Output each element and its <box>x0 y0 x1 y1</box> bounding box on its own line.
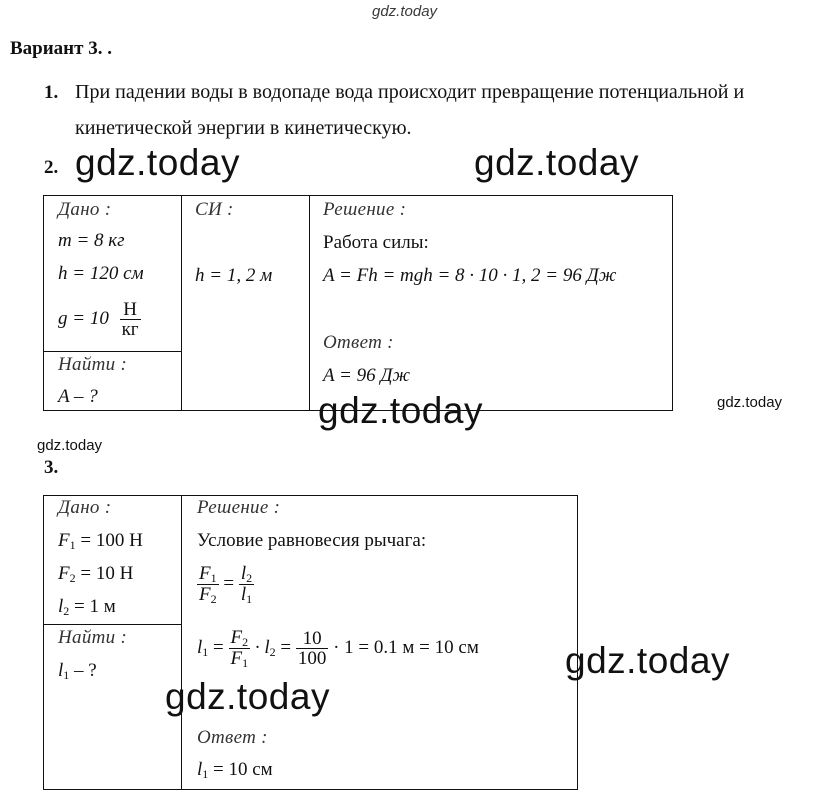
symbol: F <box>230 627 243 648</box>
watermark-top: gdz.today <box>372 3 438 20</box>
find-label: Найти : <box>58 627 128 648</box>
symbol: l <box>58 660 64 681</box>
fraction-numerator: 10 <box>302 628 322 649</box>
fraction-denominator: 100 <box>297 648 327 669</box>
symbol: F <box>58 563 70 584</box>
subscript: 2 <box>269 644 276 659</box>
find-value <box>58 660 97 683</box>
symbol: l <box>197 759 203 780</box>
question-number: 3. <box>44 457 59 478</box>
given-label: Дано : <box>58 497 112 518</box>
symbol: l <box>197 636 203 658</box>
symbol: l <box>58 596 64 617</box>
value: – ? <box>69 660 97 681</box>
solution-line: Условие равновесия рычага: <box>197 530 427 551</box>
solution-label: Решение : <box>197 497 281 518</box>
subscript: 1 <box>246 592 253 606</box>
equilibrium-ratio <box>197 564 254 605</box>
table-divider <box>43 351 182 352</box>
table-divider <box>181 495 182 790</box>
answer-value <box>197 759 273 782</box>
symbol: F <box>199 584 211 605</box>
solution-label: Решение : <box>323 199 407 220</box>
symbol: F <box>199 563 211 584</box>
solution-line: Работа силы: <box>323 232 429 253</box>
gravity-prefix: g = 10 <box>58 307 109 329</box>
subscript: 1 <box>69 538 76 552</box>
calculation-result: · 1 = 0.1 м = 10 см <box>328 636 479 658</box>
subscript: 1 <box>202 644 209 659</box>
force-fraction <box>229 628 251 669</box>
question-number: 1. <box>44 82 59 103</box>
solution-formula: A = Fh = mgh = 8 · 10 · 1, 2 = 96 Дж <box>323 265 617 286</box>
subscript: 1 <box>63 668 70 682</box>
symbol: F <box>58 530 70 551</box>
answer-label: Ответ : <box>197 727 268 748</box>
answer-text-line: кинетической энергии в кинетическую. <box>75 117 412 139</box>
watermark-large: gdz.today <box>565 640 730 681</box>
table-divider <box>309 195 310 411</box>
subscript: 2 <box>210 592 217 606</box>
answer-value: A = 96 Дж <box>323 365 411 386</box>
find-value: A – ? <box>58 386 98 407</box>
answer-text-line: При падении воды в водопаде вода происходит превращение потенциальной и <box>75 81 745 103</box>
watermark-large: gdz.today <box>165 676 330 717</box>
watermark-large: gdz.today <box>75 142 240 183</box>
table-divider <box>43 624 182 625</box>
table-divider <box>181 195 182 411</box>
given-arm-2 <box>58 596 116 619</box>
equals-sign: = <box>275 636 296 658</box>
value: = 1 м <box>69 596 116 617</box>
watermark-large: gdz.today <box>318 390 483 431</box>
si-label: СИ : <box>195 199 234 220</box>
equals-sign: = <box>223 572 235 594</box>
subscript: 2 <box>63 604 70 618</box>
ratio-fraction <box>239 564 254 605</box>
fraction-denominator: кг <box>121 319 139 340</box>
answer-label: Ответ : <box>323 332 394 353</box>
arm-calculation <box>197 628 479 669</box>
watermark-small: gdz.today <box>717 394 783 411</box>
symbol: F <box>230 648 243 669</box>
find-label: Найти : <box>58 354 128 375</box>
given-force-1 <box>58 530 143 553</box>
given-mass: m = 8 кг <box>58 230 125 251</box>
given-force-2 <box>58 563 133 586</box>
subscript: 2 <box>246 571 253 585</box>
gravity-unit-fraction <box>120 300 141 339</box>
subscript: 2 <box>69 571 76 585</box>
fraction-numerator: Н <box>123 299 137 320</box>
question-number: 2. <box>44 157 59 178</box>
numeric-fraction <box>296 629 329 668</box>
equals-sign: = <box>208 636 229 658</box>
multiplier: · l <box>250 636 270 658</box>
watermark-large: gdz.today <box>474 142 639 183</box>
si-height: h = 1, 2 м <box>195 265 273 286</box>
value: = 100 Н <box>75 530 143 551</box>
given-gravity <box>58 300 141 339</box>
subscript: 1 <box>202 767 209 781</box>
subscript: 1 <box>242 656 249 670</box>
subscript: 1 <box>210 571 217 585</box>
symbol: l <box>240 584 247 605</box>
subscript: 2 <box>242 635 249 649</box>
value: = 10 см <box>208 759 273 780</box>
given-label: Дано : <box>58 199 112 220</box>
ratio-fraction <box>197 564 219 605</box>
given-height: h = 120 см <box>58 263 144 284</box>
value: = 10 Н <box>75 563 134 584</box>
watermark-small: gdz.today <box>37 437 103 454</box>
symbol: l <box>240 563 247 584</box>
variant-heading: Вариант 3. . <box>10 38 112 59</box>
